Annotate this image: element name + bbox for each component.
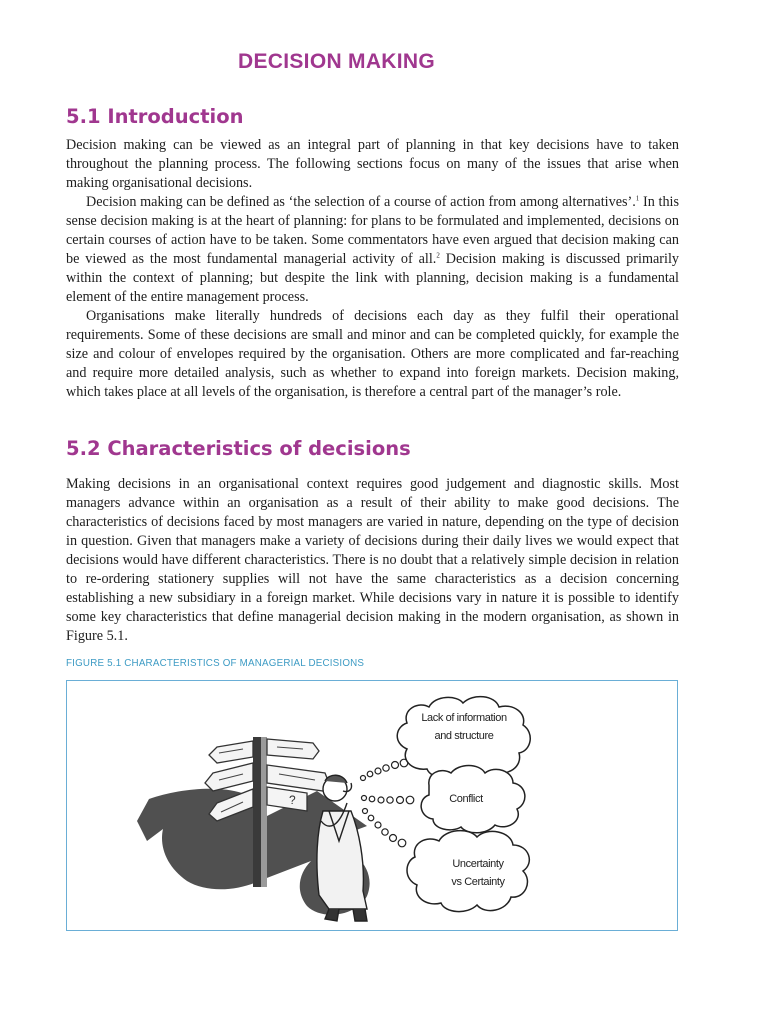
- cloud-2-label: Conflict: [449, 793, 483, 805]
- page-title: DECISION MAKING: [238, 50, 436, 73]
- section-heading-introduction: 5.1 Introduction: [66, 105, 244, 128]
- intro-paragraph-2-part-a: Decision making can be defined as ‘the selection of a course of action from among alternatives’.: [86, 194, 636, 210]
- introduction-body: [66, 136, 679, 402]
- figure-caption: FIGURE 5.1 CHARACTERISTICS OF MANAGERIAL DECISIONS: [66, 658, 365, 669]
- figure-illustration: [67, 681, 677, 930]
- characteristics-body: [66, 475, 679, 646]
- cloud-1-line-1: Lack of information: [421, 712, 507, 724]
- cloud-3-line-1: Uncertainty: [452, 858, 504, 870]
- signpost-question-mark: ?: [289, 793, 296, 807]
- intro-paragraph-3: Organisations make literally hundreds of decisions each day as they fulfil their operational requirements. Some of these decisions are small and minor and can be completed quickly, for example the size and colour of envelopes required by the organisation. Others are more complicated and far-reaching and require more detailed analysis, such as whether to expand into foreign markets. Decision making, which takes place at all levels of the organisation, is therefore a central part of the manager’s role.: [66, 308, 679, 400]
- cloud-1-line-2: and structure: [434, 730, 494, 742]
- intro-paragraph-2-part-b: In this sense decision making is at the heart of planning: for plans to be formulated and implemented, decisions on certain courses of action have to be taken. Some commentators have even argued that decision making can be viewed as the most fundamental managerial activity of all.: [66, 194, 679, 267]
- intro-paragraph-1: Decision making can be viewed as an integral part of planning in that key decisions have to taken throughout the planning process. The following sections focus on many of the issues that arise when making organisational decisions.: [66, 137, 679, 191]
- section-heading-characteristics: 5.2 Characteristics of decisions: [66, 437, 411, 460]
- figure-frame: [66, 680, 678, 931]
- cloud-uncertainty: [407, 831, 529, 912]
- footnote-ref-2: 2: [436, 251, 440, 260]
- thought-bubbles: [361, 759, 414, 847]
- characteristics-paragraph-1: Making decisions in an organisational context requires good judgement and diagnostic skills. Most managers advance within an organisation as a result of their ability to make good decisions. The characteristics of decisions faced by most managers are varied in nature, depending on the type of decision in question. Given that managers make a variety of decisions during their daily lives we would expect that decisions would have different characteristics. There is no doubt that a relatively simple decision in relation to re-ordering stationery supplies will not have the same characteristics as a decision concerning establishing a new subsidiary in a foreign market. While decisions vary in nature it is possible to identify some key characteristics that define managerial decision making in the modern organisation, as shown in Figure 5.1.: [66, 476, 679, 644]
- intro-paragraph-2: [66, 193, 679, 307]
- cloud-3-line-2: vs Certainty: [451, 876, 505, 888]
- footnote-ref-1: 1: [635, 194, 640, 203]
- intro-paragraph-2-part-c: Decision making is discussed primarily within the context of planning; but despite the link with planning, decision making is a fundamental element of the entire management process.: [66, 251, 679, 305]
